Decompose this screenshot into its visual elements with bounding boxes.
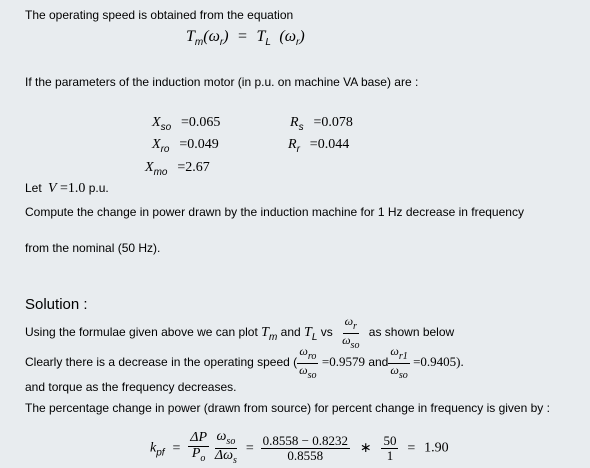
solution-line-4: The percentage change in power (drawn from source) for percent change in frequency is given by : <box>25 401 550 415</box>
param-xmo: $X_{mo} =2.67$ <box>145 160 210 178</box>
intro-text: The operating speed is obtained from the equation <box>25 8 294 22</box>
solution-line-2: Clearly there is a decrease in the operating speed ( $\frac{\omega_{ro}}{\omega_{so}}$ =0.9579 and $\frac{\omega_{r1}}{\omega_{so}}$ =0.9405). <box>25 344 464 381</box>
solution-line-1: Using the formulae given above we can plot $T_m$ and $T_L$ vs $\frac{\omega_r}{\omega_{so}}$ as shown below <box>25 314 455 351</box>
param-xso: $X_{so} =0.065$ <box>152 115 221 133</box>
question-line-2: from the nominal (50 Hz). <box>25 241 161 255</box>
let-v-line: Let V =1.0 p.u. <box>25 181 109 196</box>
param-xro: $X_{ro} =0.049$ <box>152 137 219 155</box>
param-rr: $R_r =0.044$ <box>288 137 350 155</box>
solution-line-3: and torque as the frequency decreases. <box>25 380 237 394</box>
question-line-1: Compute the change in power drawn by the induction machine for 1 Hz decrease in frequency <box>25 205 524 219</box>
param-rs: $R_s =0.078$ <box>290 115 353 133</box>
power-frequency-equation: $k_{pf}$ = $\frac{\Delta P}{P_o}$ $\frac{\omega_{so}}{\Delta\omega_s}$ = $\frac{0.8558 - 0.8232}{0.8558}$ ∗ $\frac{50}{1}$ = 1.90 <box>150 429 449 466</box>
solution-heading: Solution : <box>25 296 88 313</box>
params-intro-text: If the parameters of the induction motor (in p.u. on machine VA base) are : <box>25 75 419 89</box>
operating-speed-equation: $T_m(\omega_r) = T_L$ $(\omega_r)$ <box>186 28 305 48</box>
